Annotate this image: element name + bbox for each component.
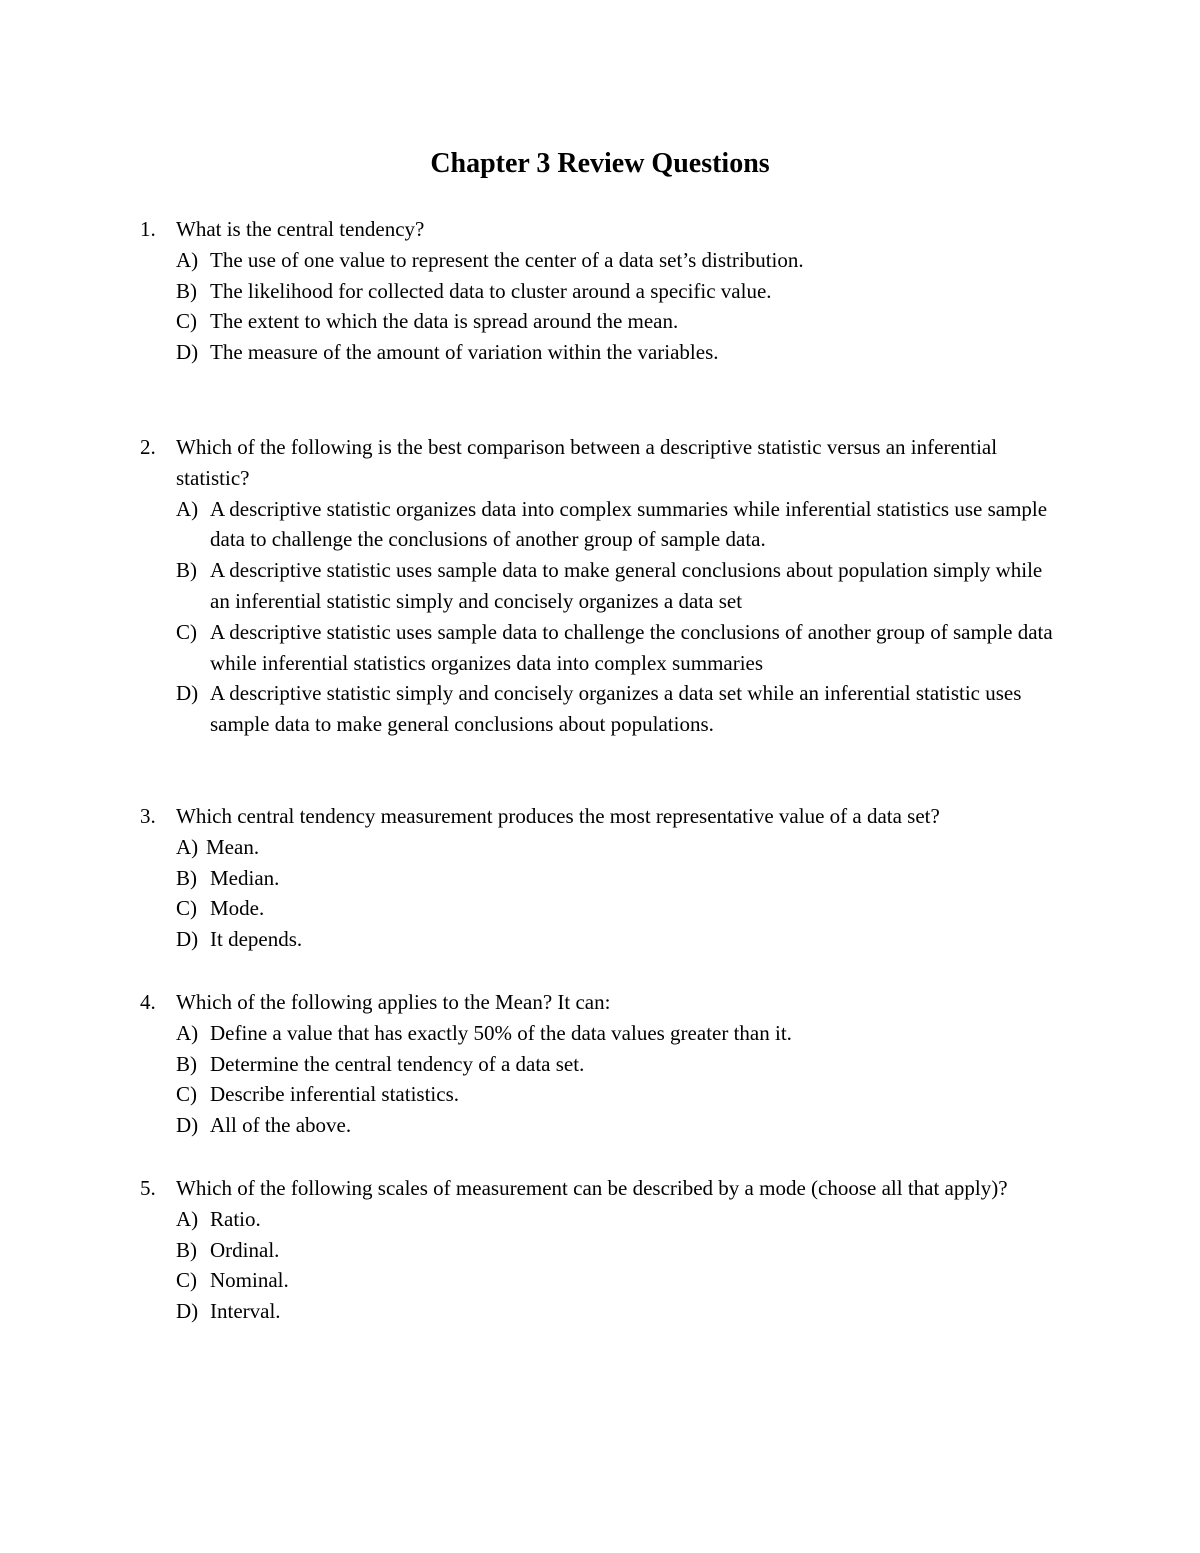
question-stem	[140, 801, 1060, 832]
answer-option	[140, 617, 1060, 679]
question-stem	[140, 432, 1060, 494]
answer-option	[140, 245, 1060, 276]
option-text: Ordinal.	[210, 1237, 280, 1262]
answer-option	[140, 863, 1060, 894]
option-text: Describe inferential statistics.	[210, 1082, 459, 1107]
answer-option	[140, 555, 1060, 617]
answer-option	[140, 337, 1060, 368]
option-letter: B)	[176, 278, 197, 303]
answer-option	[140, 1204, 1060, 1235]
option-text: Determine the central tendency of a data set.	[210, 1051, 585, 1076]
option-text: The extent to which the data is spread around the mean.	[210, 309, 679, 334]
option-letter: D)	[176, 340, 199, 365]
answer-option	[140, 1079, 1060, 1110]
question-text: Which central tendency measurement produces the most representative value of a data set?	[176, 804, 940, 828]
option-text: Mode.	[210, 896, 265, 921]
question-1	[140, 214, 1060, 368]
question-number: 1.	[140, 217, 156, 241]
option-letter: A)	[176, 496, 199, 521]
answer-option	[140, 832, 1060, 863]
option-letter: B)	[176, 865, 197, 890]
option-text: Mean.	[206, 834, 260, 859]
question-text: Which of the following is the best comparison between a descriptive statistic versus an inferential statistic?	[176, 435, 998, 490]
option-text: Ratio.	[210, 1206, 261, 1231]
question-stem	[140, 214, 1060, 245]
option-letter: B)	[176, 1237, 197, 1262]
answer-option	[140, 1110, 1060, 1141]
option-letter: D)	[176, 1113, 199, 1138]
option-text: Median.	[210, 865, 280, 890]
option-letter: A)	[176, 1206, 199, 1231]
question-number: 4.	[140, 990, 156, 1014]
option-text: Define a value that has exactly 50% of the data values greater than it.	[210, 1020, 792, 1045]
option-text: The measure of the amount of variation within the variables.	[210, 340, 719, 365]
option-letter: B)	[176, 1051, 197, 1076]
option-letter: C)	[176, 309, 197, 334]
question-number: 2.	[140, 435, 156, 459]
answer-option	[140, 276, 1060, 307]
option-text: A descriptive statistic organizes data into complex summaries while inferential statistics use sample data to challenge the conclusions of another group of sample data.	[210, 496, 1048, 552]
answer-option	[140, 1235, 1060, 1266]
option-text: Interval.	[210, 1299, 281, 1324]
option-text: A descriptive statistic simply and concisely organizes a data set while an inferential statistic uses sample data to make general conclusions about populations.	[210, 681, 1022, 737]
question-number: 3.	[140, 804, 156, 828]
answer-option	[140, 1265, 1060, 1296]
answer-option	[140, 494, 1060, 556]
question-5	[140, 1173, 1060, 1327]
question-stem	[140, 987, 1060, 1018]
option-letter: A)	[176, 247, 199, 272]
answer-option	[140, 1296, 1060, 1327]
option-text: The use of one value to represent the center of a data set’s distribution.	[210, 247, 804, 272]
question-text: Which of the following scales of measurement can be described by a mode (choose all that apply)?	[176, 1176, 1008, 1200]
option-letter: C)	[176, 896, 197, 921]
option-letter: D)	[176, 927, 199, 952]
answer-option	[140, 924, 1060, 955]
option-text: Nominal.	[210, 1268, 289, 1293]
option-letter: D)	[176, 681, 199, 706]
option-letter: D)	[176, 1299, 199, 1324]
option-letter: C)	[176, 1268, 197, 1293]
option-letter: B)	[176, 558, 197, 583]
option-text: It depends.	[210, 927, 303, 952]
question-text: Which of the following applies to the Mean? It can:	[176, 990, 611, 1014]
answer-option	[140, 678, 1060, 740]
page-title: Chapter 3 Review Questions	[430, 148, 770, 179]
option-letter: C)	[176, 619, 197, 644]
question-number: 5.	[140, 1176, 156, 1200]
option-letter: C)	[176, 1082, 197, 1107]
option-letter: A)	[176, 1020, 199, 1045]
option-text: A descriptive statistic uses sample data to make general conclusions about population simply while an inferential statistic simply and concisely organizes a data set	[210, 558, 1043, 613]
question-3	[140, 801, 1060, 955]
question-4	[140, 987, 1060, 1141]
option-text: The likelihood for collected data to cluster around a specific value.	[210, 278, 772, 303]
option-text: All of the above.	[210, 1113, 352, 1138]
answer-option	[140, 893, 1060, 924]
question-stem	[140, 1173, 1060, 1204]
option-letter: A)	[176, 834, 199, 859]
question-2	[140, 432, 1060, 740]
answer-option	[140, 1018, 1060, 1049]
question-text: What is the central tendency?	[176, 217, 425, 241]
option-text: A descriptive statistic uses sample data to challenge the conclusions of another group of sample data while inferential statistics organizes data into complex summaries	[210, 619, 1053, 675]
answer-option	[140, 1049, 1060, 1080]
answer-option	[140, 306, 1060, 337]
